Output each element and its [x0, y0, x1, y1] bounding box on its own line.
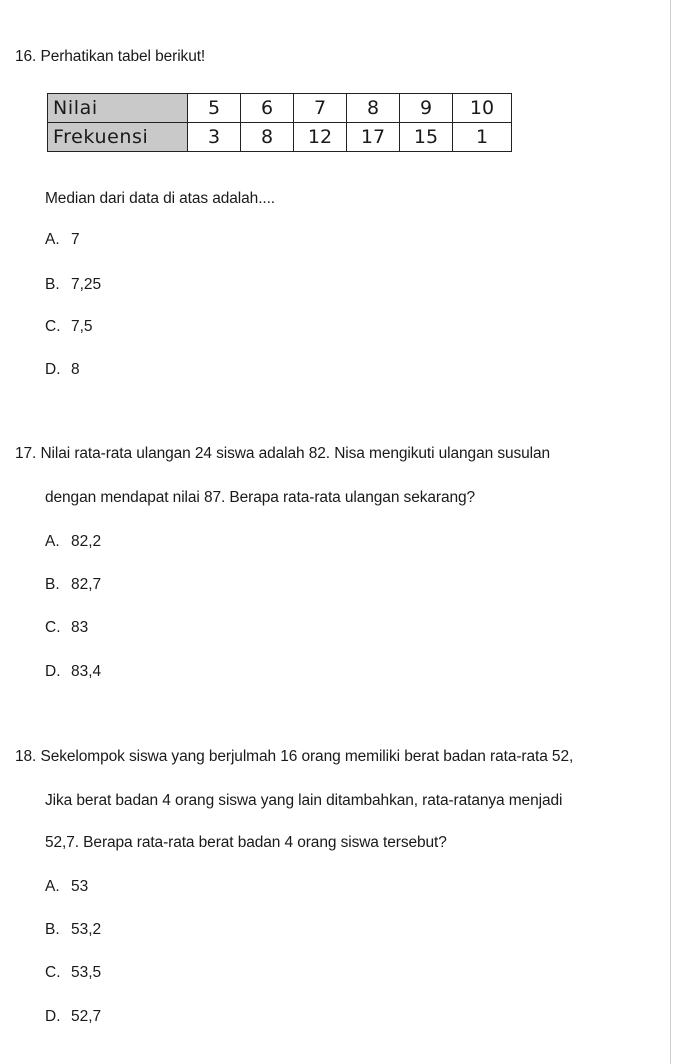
- table-row-nilai: [48, 94, 512, 123]
- q16-option-b[interactable]: [45, 276, 101, 294]
- option-text: 82,2: [71, 533, 102, 550]
- table-header-frekuensi: Frekuensi: [48, 123, 188, 152]
- option-text: 53: [71, 878, 89, 895]
- q16-option-c[interactable]: [45, 318, 93, 336]
- table-cell: 1: [453, 123, 512, 152]
- table-row-frekuensi: [48, 123, 512, 152]
- table-header-nilai: Nilai: [48, 94, 188, 123]
- q18-option-a[interactable]: [45, 878, 88, 896]
- q16-option-d[interactable]: [45, 361, 80, 379]
- option-text: 7: [71, 231, 80, 248]
- q17-option-a[interactable]: [45, 533, 101, 551]
- option-letter: A.: [45, 878, 60, 895]
- q17-line-1: [15, 445, 550, 463]
- table-cell: 8: [347, 94, 400, 123]
- option-letter: D.: [45, 663, 61, 680]
- option-text: 52,7: [71, 1008, 102, 1025]
- table-cell: 9: [400, 94, 453, 123]
- q17-text-line-1: Nilai rata-rata ulangan 24 siswa adalah 82. Nisa mengikuti ulangan susulan: [40, 445, 551, 462]
- option-letter: D.: [45, 361, 61, 378]
- option-letter: C.: [45, 619, 61, 636]
- q17-option-b[interactable]: [45, 576, 101, 594]
- page-edge-divider: [670, 0, 671, 1064]
- option-text: 82,7: [71, 576, 102, 593]
- q17-option-c[interactable]: [45, 619, 88, 637]
- table-cell: 6: [241, 94, 294, 123]
- table-cell: 8: [241, 123, 294, 152]
- table-cell: 17: [347, 123, 400, 152]
- q18-text-line-2: Jika berat badan 4 orang siswa yang lain ditambahkan, rata-ratanya menjadi: [45, 792, 563, 809]
- q18-option-c[interactable]: [45, 964, 101, 982]
- option-letter: C.: [45, 964, 61, 981]
- option-letter: B.: [45, 921, 60, 938]
- q18-text-line-3: 52,7. Berapa rata-rata berat badan 4 orang siswa tersebut?: [45, 834, 447, 851]
- option-text: 7,25: [71, 276, 102, 293]
- q18-option-b[interactable]: [45, 921, 101, 939]
- option-letter: C.: [45, 318, 61, 335]
- q16-heading: [15, 48, 205, 66]
- q16-option-a[interactable]: [45, 231, 80, 249]
- q16-number: 16.: [15, 48, 37, 65]
- table-cell: 7: [294, 94, 347, 123]
- option-letter: D.: [45, 1008, 61, 1025]
- option-letter: B.: [45, 576, 60, 593]
- q17-text-line-2: dengan mendapat nilai 87. Berapa rata-rata ulangan sekarang?: [45, 489, 476, 506]
- option-text: 53,5: [71, 964, 102, 981]
- option-text: 53,2: [71, 921, 102, 938]
- q16-prompt: Perhatikan tabel berikut!: [40, 48, 206, 65]
- option-text: 83: [71, 619, 89, 636]
- table-cell: 5: [188, 94, 241, 123]
- table-cell: 10: [453, 94, 512, 123]
- table-cell: 3: [188, 123, 241, 152]
- q17-number: 17.: [15, 445, 37, 462]
- q18-number: 18.: [15, 748, 37, 765]
- option-text: 7,5: [71, 318, 93, 335]
- option-text: 83,4: [71, 663, 102, 680]
- q17-option-d[interactable]: [45, 663, 101, 681]
- table-cell: 15: [400, 123, 453, 152]
- option-text: 8: [71, 361, 80, 378]
- option-letter: B.: [45, 276, 60, 293]
- q18-option-d[interactable]: [45, 1008, 101, 1026]
- table-cell: 12: [294, 123, 347, 152]
- q18-line-1: [15, 748, 573, 766]
- option-letter: A.: [45, 231, 60, 248]
- option-letter: A.: [45, 533, 60, 550]
- frequency-table: [47, 93, 512, 152]
- q16-question: Median dari data di atas adalah....: [45, 190, 276, 207]
- q18-text-line-1: Sekelompok siswa yang berjulmah 16 orang memiliki berat badan rata-rata 52,: [40, 748, 574, 765]
